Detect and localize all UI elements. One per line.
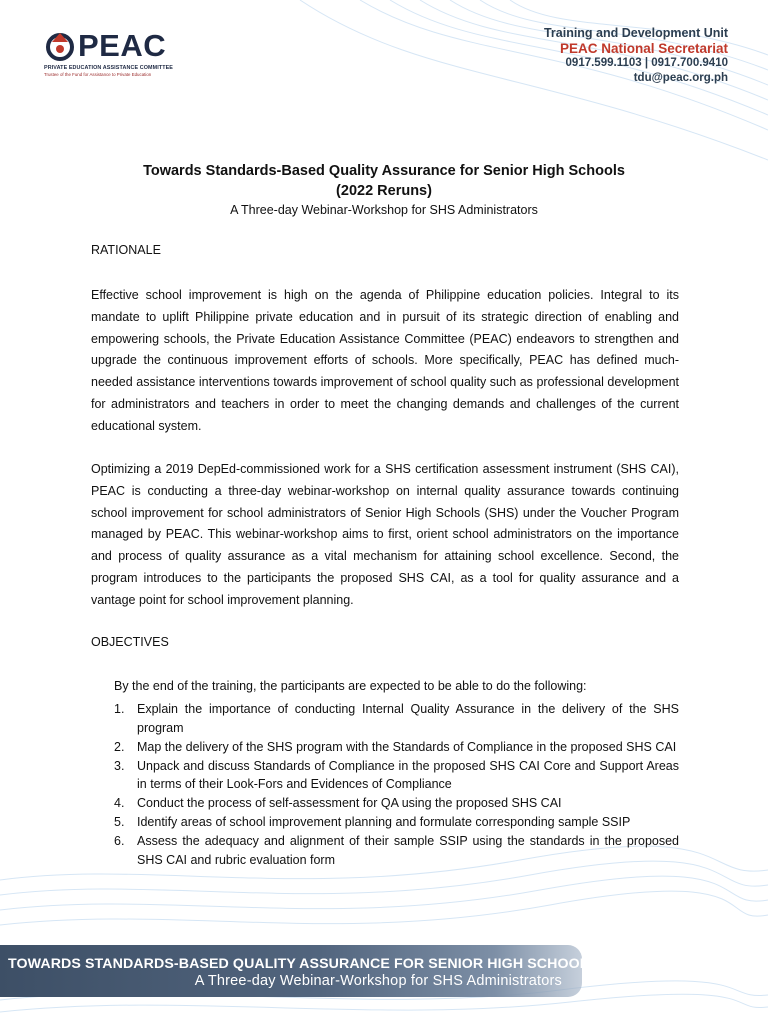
objectives-list [114,700,679,870]
objective-text: Conduct the process of self-assessment for QA using the proposed SHS CAI [137,796,562,810]
objectives-heading: OBJECTIVES [91,635,169,649]
rationale-paragraph-2: Optimizing a 2019 DepEd-commissioned work for a SHS certification assessment instrument (SHS CAI), PEAC is conducting a three-day webinar-workshop on internal quality assurance towards continuing school improvement for school administrators of Senior High Schools (SHS) under the Voucher Program managed by PEAC. This webinar-workshop aims to first, orient school administrators on the importance and process of quality assurance as a vital mechanism for attaining school excellence. Second, the program introduces to the participants the proposed SHS CAI, as a tool for quality assurance and a vantage point for school improvement planning. [91,462,679,607]
objective-number: 1. [114,702,125,716]
objective-text: Map the delivery of the SHS program with the Standards of Compliance in the proposed SHS CAI [137,739,677,754]
objective-item [114,794,679,813]
objective-number: 2. [114,739,125,754]
logo-wordmark: PEAC [78,28,167,63]
objective-item [114,832,679,869]
contact-secretariat: PEAC National Secretariat [559,41,728,56]
objective-number: 5. [114,815,125,829]
objective-text: Explain the importance of conducting Internal Quality Assurance in the delivery of the SHS program [137,702,679,735]
rationale-paragraph-1: Effective school improvement is high on the agenda of Philippine education policies. Integral to its mandate to uplift Philippine private education and in pursuit of its strategic direction of enabling and empowering schools, the Private Education Assistance Committee (PEAC) endeavors to strengthen and upgrade the continuous improvement efforts of schools. More specifically, PEAC has defined much-needed assistance interventions towards improvement of school quality such as professional development for administrators and teachers in order to meet the changing demands and challenges of the current educational system. [91,288,679,433]
contact-unit: Training and Development Unit [543,26,728,40]
document-title-year: (2022 Reruns) [336,183,432,199]
footer-banner-subtitle: A Three-day Webinar-Workshop for SHS Administrators [194,973,562,989]
contact-email: tdu@peac.org.ph [633,72,728,84]
contact-phones: 0917.599.1103 | 0917.700.9410 [565,57,728,69]
footer-banner-title: TOWARDS STANDARDS-BASED QUALITY ASSURANCE FOR SENIOR HIGH SCHOOLS [8,956,599,972]
objective-number: 3. [114,758,125,773]
peac-logo [44,30,194,80]
rationale-heading: RATIONALE [91,243,161,257]
objectives-intro: By the end of the training, the participants are expected to be able to do the following: [114,679,587,693]
logo-tagline: Trustee of the Fund for Assistance to Private Education [44,72,152,77]
objective-item [114,813,679,832]
peac-emblem-icon [44,30,76,62]
objective-number: 6. [114,834,125,848]
document-subtitle: A Three-day Webinar-Workshop for SHS Administrators [230,203,538,217]
objective-item [114,700,679,737]
footer-banner [0,945,599,997]
document-title: Towards Standards-Based Quality Assurance for Senior High Schools [143,163,625,179]
objective-text: Unpack and discuss Standards of Compliance in the proposed SHS CAI Core and Support Areas in terms of their Look-Fors and Evidences of Compliance [137,758,679,791]
objective-text: Identify areas of school improvement planning and formulate corresponding sample SSIP [137,815,631,829]
objective-item [114,738,679,757]
document-title-block [0,161,768,220]
objective-item [114,757,679,794]
logo-full-name: PRIVATE EDUCATION ASSISTANCE COMMITTEE [44,65,173,71]
objective-number: 4. [114,796,125,810]
contact-block [544,26,728,86]
objective-text: Assess the adequacy and alignment of their sample SSIP using the standards in the proposed SHS CAI and rubric evaluation form [137,834,679,867]
